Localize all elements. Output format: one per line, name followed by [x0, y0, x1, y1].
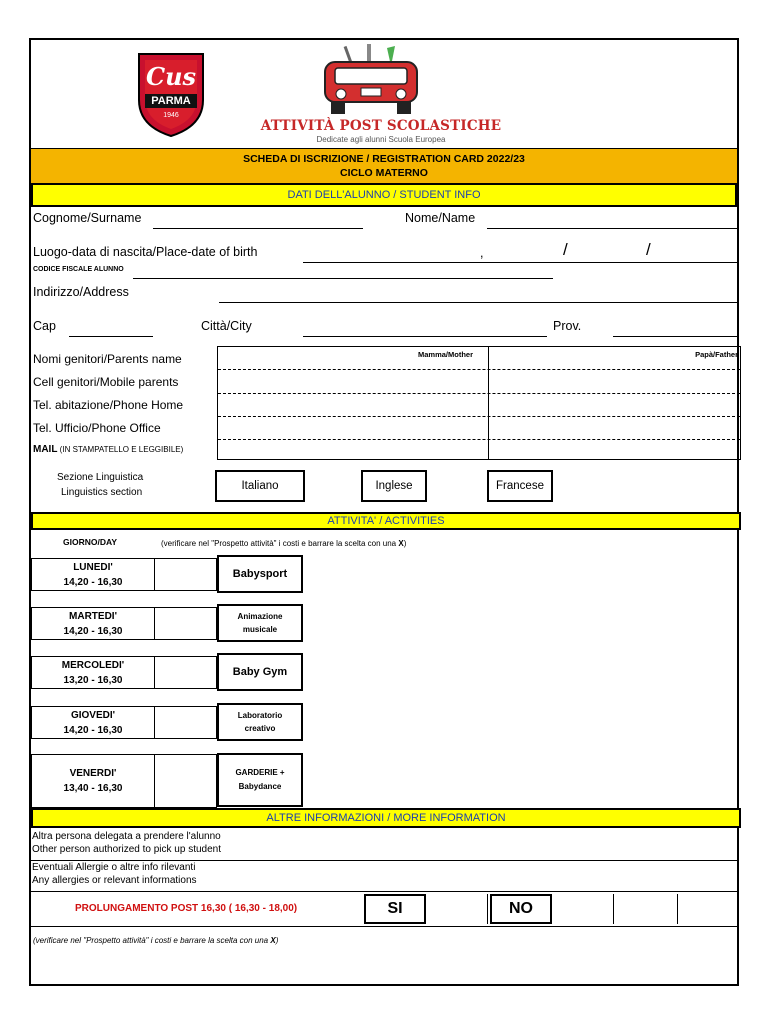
activity-baby-gym[interactable]	[217, 653, 303, 691]
cus-parma-logo	[135, 50, 207, 138]
mail-label	[33, 444, 183, 455]
day-time: 13,40 - 16,30	[63, 783, 123, 794]
more-info-header	[31, 808, 741, 828]
day-time: 13,20 - 16,30	[63, 674, 123, 686]
day-name: MARTEDI'	[69, 610, 117, 622]
mother-header: Mamma/Mother	[418, 350, 474, 359]
extension-label: PROLUNGAMENTO POST 16,30 ( 16,30 - 18,00)	[75, 903, 298, 914]
activity-label: Babysport	[232, 568, 288, 580]
day-column-header: GIORNO/DAY	[63, 537, 118, 547]
day-checkbox[interactable]	[154, 657, 216, 688]
day-name: GIOVEDI'	[70, 709, 116, 721]
mail-label-note: (IN STAMPATELLO E LEGGIBILE)	[57, 445, 184, 454]
registration-form	[29, 38, 739, 986]
activity-label: Laboratorio creativo	[237, 711, 283, 733]
name-field[interactable]	[487, 228, 739, 229]
language-option-inglese[interactable]	[361, 470, 427, 502]
cap-field[interactable]	[69, 336, 153, 337]
day-checkbox[interactable]	[154, 559, 216, 590]
fiscal-code-label: CODICE FISCALE ALUNNO	[33, 266, 124, 273]
delegate-row[interactable]	[31, 828, 737, 861]
activities-instruction	[161, 539, 406, 548]
surname-field[interactable]	[153, 228, 363, 229]
card-title-band	[31, 148, 737, 184]
extension-yes-check[interactable]	[426, 894, 488, 924]
activity-label: GARDERIE + Babydance	[235, 768, 285, 791]
mother-info-cells[interactable]	[218, 359, 487, 459]
activities-instruction-x: X	[398, 539, 404, 548]
card-subtitle: CICLO MATERNO	[340, 167, 428, 179]
footer-note-text: (verificare nel "Prospetto attività" i costi e barrare la scelta con una	[33, 936, 271, 945]
father-header: Papà/Father	[695, 350, 738, 359]
day-row-monday	[31, 558, 217, 591]
name-label: Nome/Name	[405, 211, 476, 225]
birth-separator-slash-2: /	[646, 240, 651, 259]
extension-no-label: NO	[509, 900, 533, 917]
parents-mobile-label: Cell genitori/Mobile parents	[33, 375, 179, 389]
day-label	[32, 707, 155, 738]
logo-script-text: Cus	[145, 62, 197, 91]
delegate-label-1: Altra persona delegata a prendere l'alunno	[32, 831, 221, 842]
birth-field[interactable]	[303, 262, 739, 263]
day-name: LUNEDI'	[73, 561, 113, 573]
day-label	[32, 755, 155, 807]
language-option-label: Inglese	[375, 480, 413, 492]
mail-label-bold: MAIL	[33, 444, 58, 455]
day-name: VENERDI'	[69, 768, 117, 779]
address-label: Indirizzo/Address	[33, 285, 129, 299]
language-label-2: Linguistics section	[61, 487, 143, 498]
delegate-label-2: Other person authorized to pick up student	[32, 844, 222, 855]
footer-note	[33, 936, 278, 945]
card-title: SCHEDA DI ISCRIZIONE / REGISTRATION CARD 2022/23	[243, 153, 525, 165]
footer-note-end: )	[275, 936, 279, 945]
parents-grid	[217, 346, 741, 460]
day-time: 14,20 - 16,30	[63, 625, 123, 637]
birth-separator-slash-1: /	[563, 240, 568, 259]
school-bus-logo	[317, 44, 425, 118]
activity-babysport[interactable]	[217, 555, 303, 593]
extension-cell[interactable]	[614, 894, 678, 924]
birth-separator-comma: ,	[480, 246, 484, 260]
activities-title: ATTIVITA' / ACTIVITIES	[327, 515, 445, 527]
city-field[interactable]	[303, 336, 547, 337]
allergies-label-1: Eventuali Allergie o altre info rilevanti	[32, 862, 196, 873]
birth-label: Luogo-data di nascita/Place-date of birth	[33, 245, 258, 259]
day-checkbox[interactable]	[154, 707, 216, 738]
day-name: MERCOLEDI'	[61, 659, 125, 671]
extension-yes-label: SI	[387, 900, 403, 917]
extension-no-check[interactable]	[552, 894, 614, 924]
phone-office-label: Tel. Ufficio/Phone Office	[33, 421, 161, 435]
brand-subtitle: Dedicate agli alunni Scuola Europea	[316, 135, 446, 144]
phone-home-label: Tel. abitazione/Phone Home	[33, 398, 184, 412]
city-label: Città/City	[201, 319, 252, 333]
father-info-cells[interactable]	[489, 359, 741, 459]
logo-year-text: 1946	[163, 112, 179, 119]
day-time: 14,20 - 16,30	[63, 576, 123, 588]
activity-garderie-babydance[interactable]	[217, 753, 303, 807]
language-option-label: Francese	[496, 480, 544, 492]
activity-laboratorio-creativo[interactable]	[217, 703, 303, 741]
activity-label: Baby Gym	[232, 666, 288, 678]
day-label	[32, 657, 155, 688]
fiscal-code-field[interactable]	[133, 278, 553, 279]
extension-no-box[interactable]	[490, 894, 552, 924]
activities-instruction-text: (verificare nel "Prospetto attività" i costi e barrare la scelta con una	[161, 539, 399, 548]
day-row-wednesday	[31, 656, 217, 689]
activity-label: Animazione musicale	[237, 612, 283, 634]
language-option-label: Italiano	[241, 480, 279, 492]
activities-header	[31, 512, 741, 530]
day-row-tuesday	[31, 607, 217, 640]
brand-title: ATTIVITÀ POST SCOLASTICHE	[260, 118, 502, 134]
language-option-francese[interactable]	[487, 470, 553, 502]
address-field[interactable]	[219, 302, 739, 303]
extension-yes-box[interactable]	[364, 894, 426, 924]
day-label	[32, 559, 155, 590]
more-info-title: ALTRE INFORMAZIONI / MORE INFORMATION	[266, 812, 506, 824]
day-label	[32, 608, 155, 639]
parents-name-label: Nomi genitori/Parents name	[33, 352, 182, 366]
allergies-row[interactable]	[31, 861, 737, 892]
surname-label: Cognome/Surname	[33, 211, 142, 225]
footer-note-x: X	[270, 936, 276, 945]
student-info-title: DATI DELL'ALUNNO / STUDENT INFO	[287, 189, 481, 201]
language-label-1: Sezione Linguistica	[57, 472, 144, 483]
prov-field[interactable]	[613, 336, 739, 337]
day-checkbox[interactable]	[154, 608, 216, 639]
activities-instruction-end: )	[403, 539, 407, 548]
cap-label: Cap	[33, 319, 56, 333]
prov-label: Prov.	[553, 319, 582, 333]
day-row-thursday	[31, 706, 217, 739]
day-row-friday	[31, 754, 217, 808]
activity-animazione-musicale[interactable]	[217, 604, 303, 642]
logo-parma-text: PARMA	[151, 95, 191, 107]
language-option-italiano[interactable]	[215, 470, 305, 502]
extension-row	[31, 892, 737, 927]
student-info-header	[31, 183, 737, 207]
allergies-label-2: Any allergies or relevant informations	[32, 875, 197, 886]
day-checkbox[interactable]	[154, 755, 216, 807]
day-time: 14,20 - 16,30	[63, 724, 123, 736]
